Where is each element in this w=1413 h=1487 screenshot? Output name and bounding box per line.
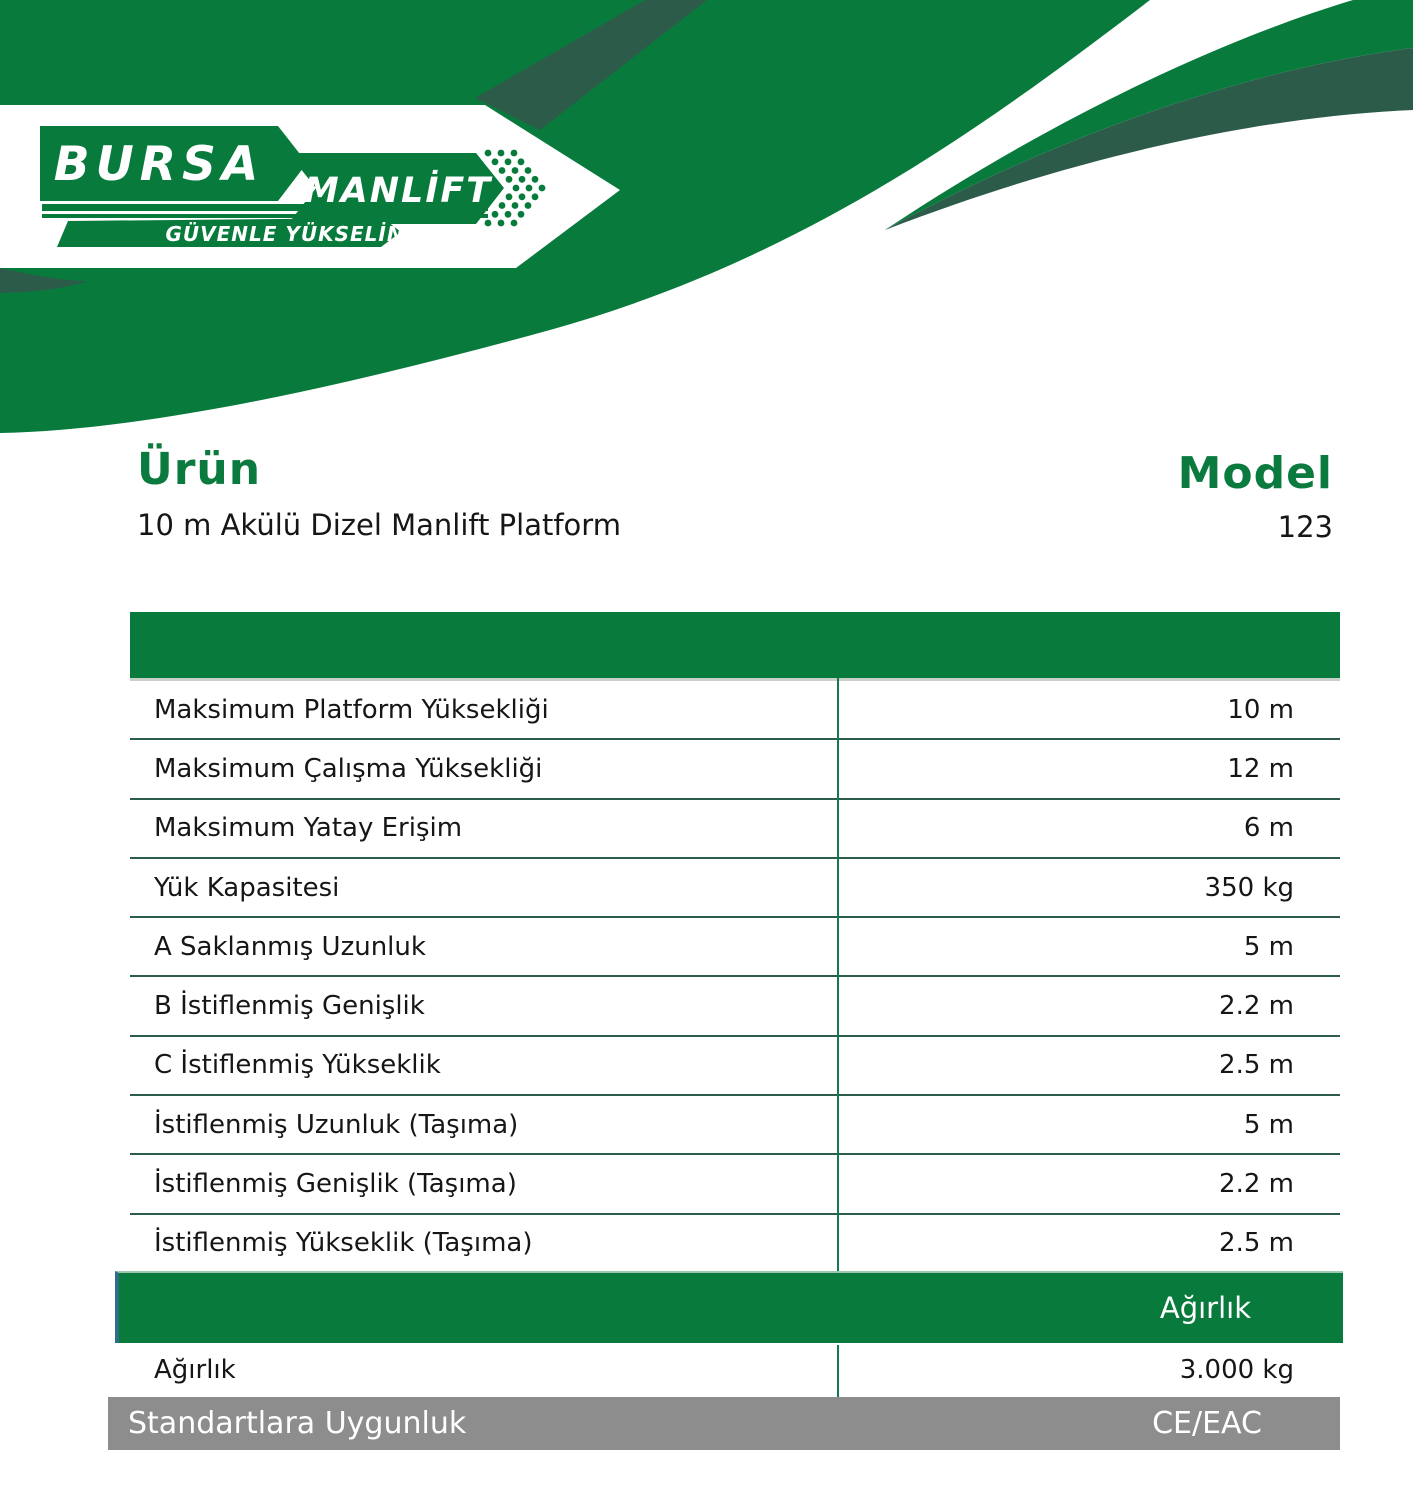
spec-row-value: 2.5 m: [1219, 1050, 1294, 1081]
chevron-dot: [511, 220, 518, 227]
chevron-dot: [518, 158, 525, 165]
chevron-dot: [492, 158, 499, 165]
spec-row-label: İstiflenmiş Yükseklik (Taşıma): [154, 1228, 533, 1259]
logo-manlift-text: MANLİFT: [303, 171, 493, 211]
compliance-value: CE/EAC: [1152, 1406, 1262, 1441]
spec-row: [130, 740, 1340, 799]
spec-row-value: 6 m: [1243, 813, 1294, 844]
chevron-dot: [506, 193, 513, 200]
spec-row-value: 5 m: [1243, 931, 1294, 962]
weight-row-label: Ağırlık: [154, 1355, 236, 1385]
logo-bursa-text: BURSA: [53, 137, 265, 192]
chevron-dot: [485, 150, 492, 157]
column-divider-line: [837, 678, 839, 1273]
chevron-dot: [492, 211, 499, 218]
chevron-dot: [519, 176, 526, 183]
spec-row: [130, 918, 1340, 977]
compliance-label: Standartlara Uygunluk: [128, 1406, 467, 1441]
chevron-dot: [506, 176, 513, 183]
spec-row: [130, 1037, 1340, 1096]
spec-rows: [130, 681, 1340, 1274]
product-section-title: Ürün: [137, 444, 262, 495]
spec-row: [130, 800, 1340, 859]
chevron-dot: [539, 185, 546, 192]
chevron-dot: [518, 211, 525, 218]
spec-row-value: 2.2 m: [1219, 991, 1294, 1022]
spec-row-label: B İstiflenmiş Genişlik: [154, 991, 425, 1022]
spec-row-value: 2.2 m: [1219, 1169, 1294, 1200]
spec-row-value: 10 m: [1227, 694, 1294, 725]
chevron-dot: [525, 202, 532, 209]
chevron-dot: [505, 211, 512, 218]
chevron-dot: [498, 220, 505, 227]
model-value: 123: [1277, 510, 1333, 544]
chevron-dot: [499, 202, 506, 209]
chevron-dot: [512, 202, 519, 209]
chevron-dot: [519, 193, 526, 200]
spec-row: [130, 1155, 1340, 1214]
weight-section-label: Ağırlık: [1159, 1291, 1251, 1325]
spec-row-label: Yük Kapasitesi: [154, 872, 340, 903]
chevron-dot: [498, 150, 505, 157]
spec-row: [130, 859, 1340, 918]
weight-row-value: 3.000 kg: [1179, 1355, 1294, 1385]
logo-tagline-text: GÜVENLE YÜKSELİN: [165, 222, 405, 246]
spec-row: [130, 1215, 1340, 1274]
chevron-dot: [505, 158, 512, 165]
spec-row-label: A Saklanmış Uzunluk: [154, 931, 426, 962]
chevron-dot: [499, 167, 506, 174]
weight-section-band: [115, 1271, 1343, 1343]
model-section-title: Model: [1177, 448, 1333, 499]
spec-table: [130, 612, 1340, 1274]
compliance-bar: [108, 1397, 1340, 1450]
table-header-bar: [130, 612, 1340, 681]
chevron-dot: [485, 220, 492, 227]
spec-row-label: İstiflenmiş Uzunluk (Taşıma): [154, 1109, 519, 1140]
spec-row: [130, 977, 1340, 1036]
spec-row-label: Maksimum Çalışma Yüksekliği: [154, 753, 543, 784]
spec-row-label: Maksimum Platform Yüksekliği: [154, 694, 549, 725]
spec-row: [130, 681, 1340, 740]
chevron-dot: [512, 167, 519, 174]
spec-row-label: Maksimum Yatay Erişim: [154, 813, 463, 844]
chevron-dot: [532, 193, 539, 200]
spec-row-label: C İstiflenmiş Yükseklik: [154, 1050, 441, 1081]
spec-row-value: 12 m: [1227, 753, 1294, 784]
chevron-dot: [525, 167, 532, 174]
chevron-dot: [511, 150, 518, 157]
spec-row-label: İstiflenmiş Genişlik (Taşıma): [154, 1169, 517, 1200]
product-name: 10 m Akülü Dizel Manlift Platform: [137, 508, 621, 542]
weight-row: [130, 1343, 1340, 1397]
spec-row: [130, 1096, 1340, 1155]
chevron-dot: [532, 176, 539, 183]
spec-row-value: 350 kg: [1204, 872, 1294, 903]
chevron-dot: [526, 185, 533, 192]
spec-row-value: 2.5 m: [1219, 1228, 1294, 1259]
chevron-dot: [513, 185, 520, 192]
spec-row-value: 5 m: [1243, 1109, 1294, 1140]
